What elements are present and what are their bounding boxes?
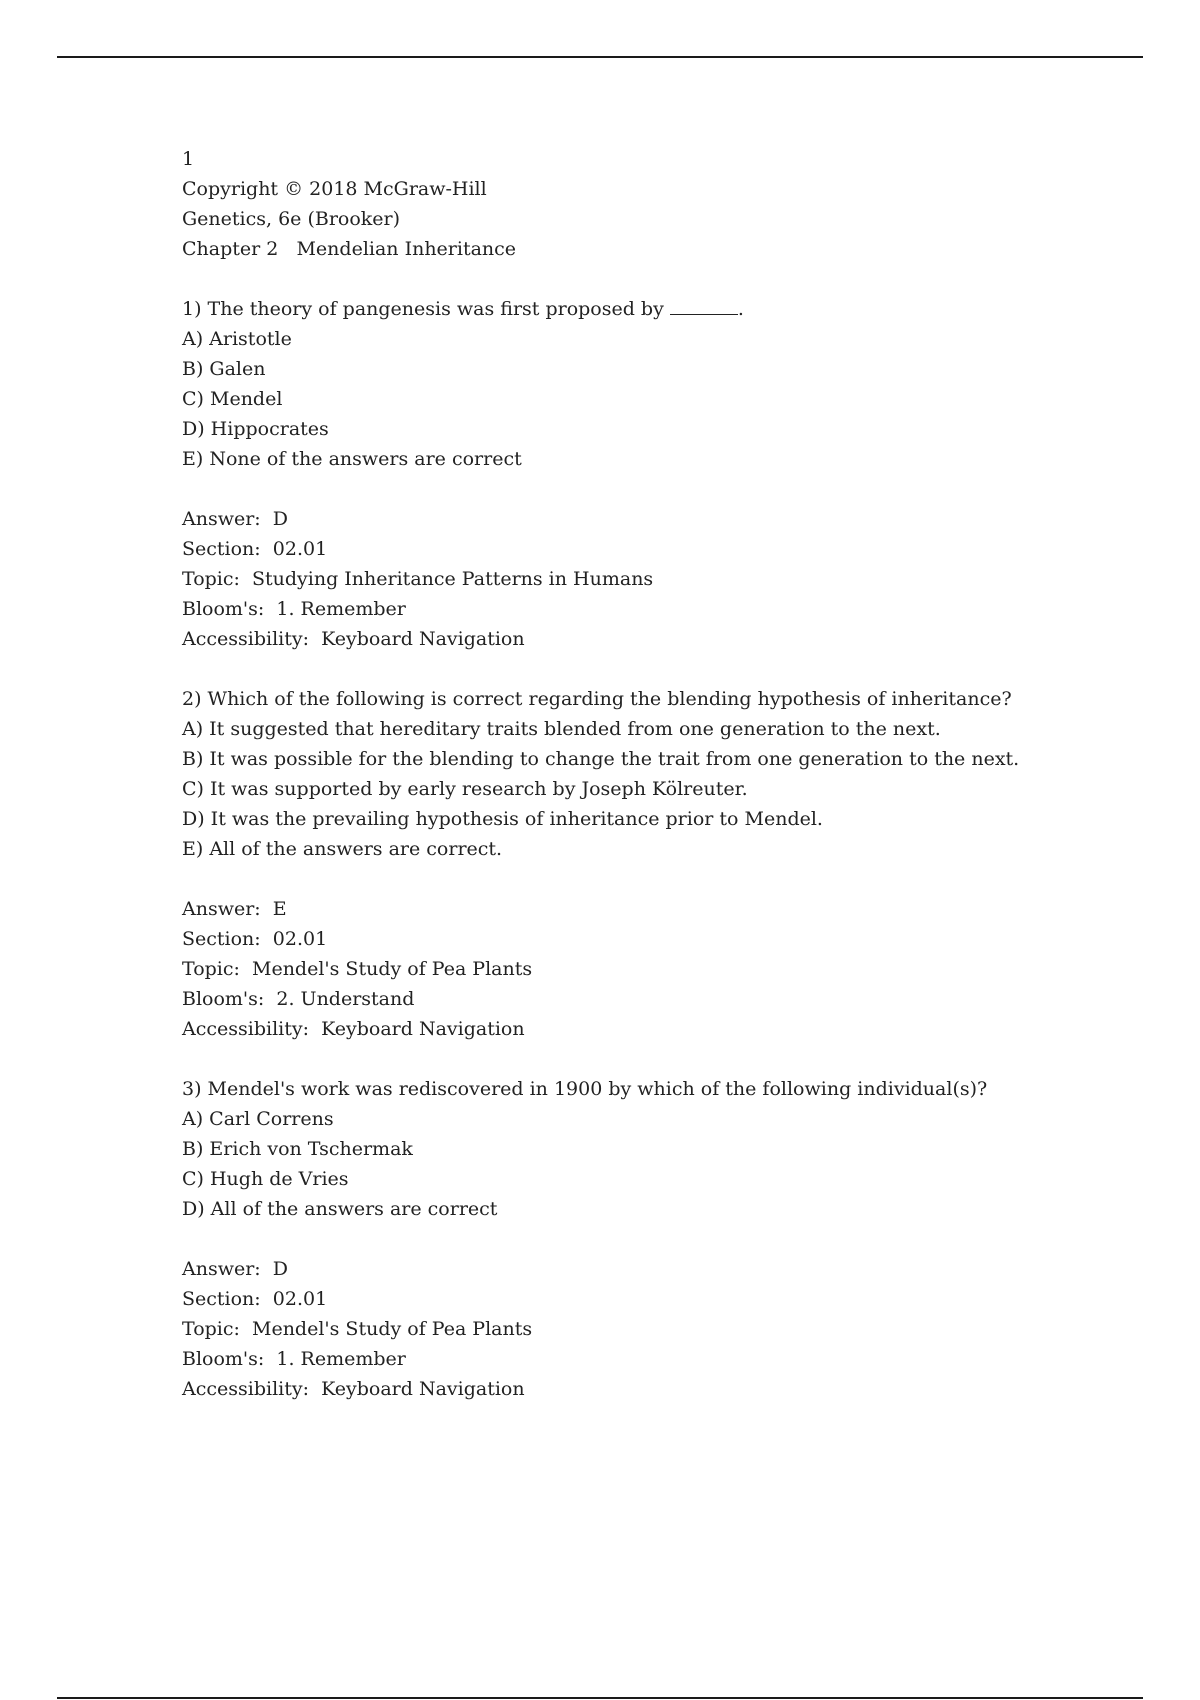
answer-line: Answer: D (182, 508, 289, 530)
option-b: B) Erich von Tschermak (182, 1138, 413, 1160)
blooms-line: Bloom's: 1. Remember (182, 598, 406, 620)
answer-line: Answer: E (182, 898, 287, 920)
option-a: A) Aristotle (182, 328, 292, 350)
question-3-meta (182, 1254, 1082, 1404)
option-a: A) It suggested that hereditary traits blended from one generation to the next. (182, 718, 941, 740)
topic-line: Topic: Mendel's Study of Pea Plants (182, 1318, 533, 1340)
question-stem: 3) Mendel's work was rediscovered in 1900 by which of the following individual(s)? (182, 1078, 988, 1100)
question-stem: 2) Which of the following is correct regarding the blending hypothesis of inheritance? (182, 688, 1012, 710)
document-header (182, 144, 1082, 264)
option-c: C) Hugh de Vries (182, 1168, 349, 1190)
topic-line: Topic: Mendel's Study of Pea Plants (182, 958, 533, 980)
section-line: Section: 02.01 (182, 928, 328, 950)
chapter-title: Chapter 2 Mendelian Inheritance (182, 238, 517, 260)
option-c: C) Mendel (182, 388, 283, 410)
option-e: E) None of the answers are correct (182, 448, 522, 470)
document-body (182, 144, 1082, 1404)
question-1 (182, 294, 1082, 474)
question-stem-text: 1) The theory of pangenesis was first proposed by (182, 298, 670, 320)
question-2 (182, 684, 1082, 864)
question-3 (182, 1074, 1082, 1224)
book-title: Genetics, 6e (Brooker) (182, 208, 401, 230)
blooms-line: Bloom's: 2. Understand (182, 988, 415, 1010)
question-stem-end: . (737, 298, 744, 320)
option-c: C) It was supported by early research by Joseph Kölreuter. (182, 778, 748, 800)
accessibility-line: Accessibility: Keyboard Navigation (182, 628, 525, 650)
accessibility-line: Accessibility: Keyboard Navigation (182, 1378, 525, 1400)
option-e: E) All of the answers are correct. (182, 838, 503, 860)
option-d: D) All of the answers are correct (182, 1198, 498, 1220)
page-number: 1 (182, 148, 195, 170)
answer-blank (670, 296, 738, 315)
bottom-rule (57, 1697, 1143, 1699)
copyright-line: Copyright © 2018 McGraw-Hill (182, 178, 487, 200)
question-1-meta (182, 504, 1082, 654)
section-line: Section: 02.01 (182, 1288, 328, 1310)
option-b: B) It was possible for the blending to change the trait from one generation to the next. (182, 748, 1020, 770)
accessibility-line: Accessibility: Keyboard Navigation (182, 1018, 525, 1040)
answer-line: Answer: D (182, 1258, 289, 1280)
section-line: Section: 02.01 (182, 538, 328, 560)
topic-line: Topic: Studying Inheritance Patterns in Humans (182, 568, 654, 590)
option-a: A) Carl Correns (182, 1108, 334, 1130)
blooms-line: Bloom's: 1. Remember (182, 1348, 406, 1370)
option-d: D) Hippocrates (182, 418, 329, 440)
question-stem (182, 294, 1082, 324)
option-d: D) It was the prevailing hypothesis of inheritance prior to Mendel. (182, 808, 823, 830)
top-rule (57, 56, 1143, 58)
option-b: B) Galen (182, 358, 266, 380)
question-2-meta (182, 894, 1082, 1044)
